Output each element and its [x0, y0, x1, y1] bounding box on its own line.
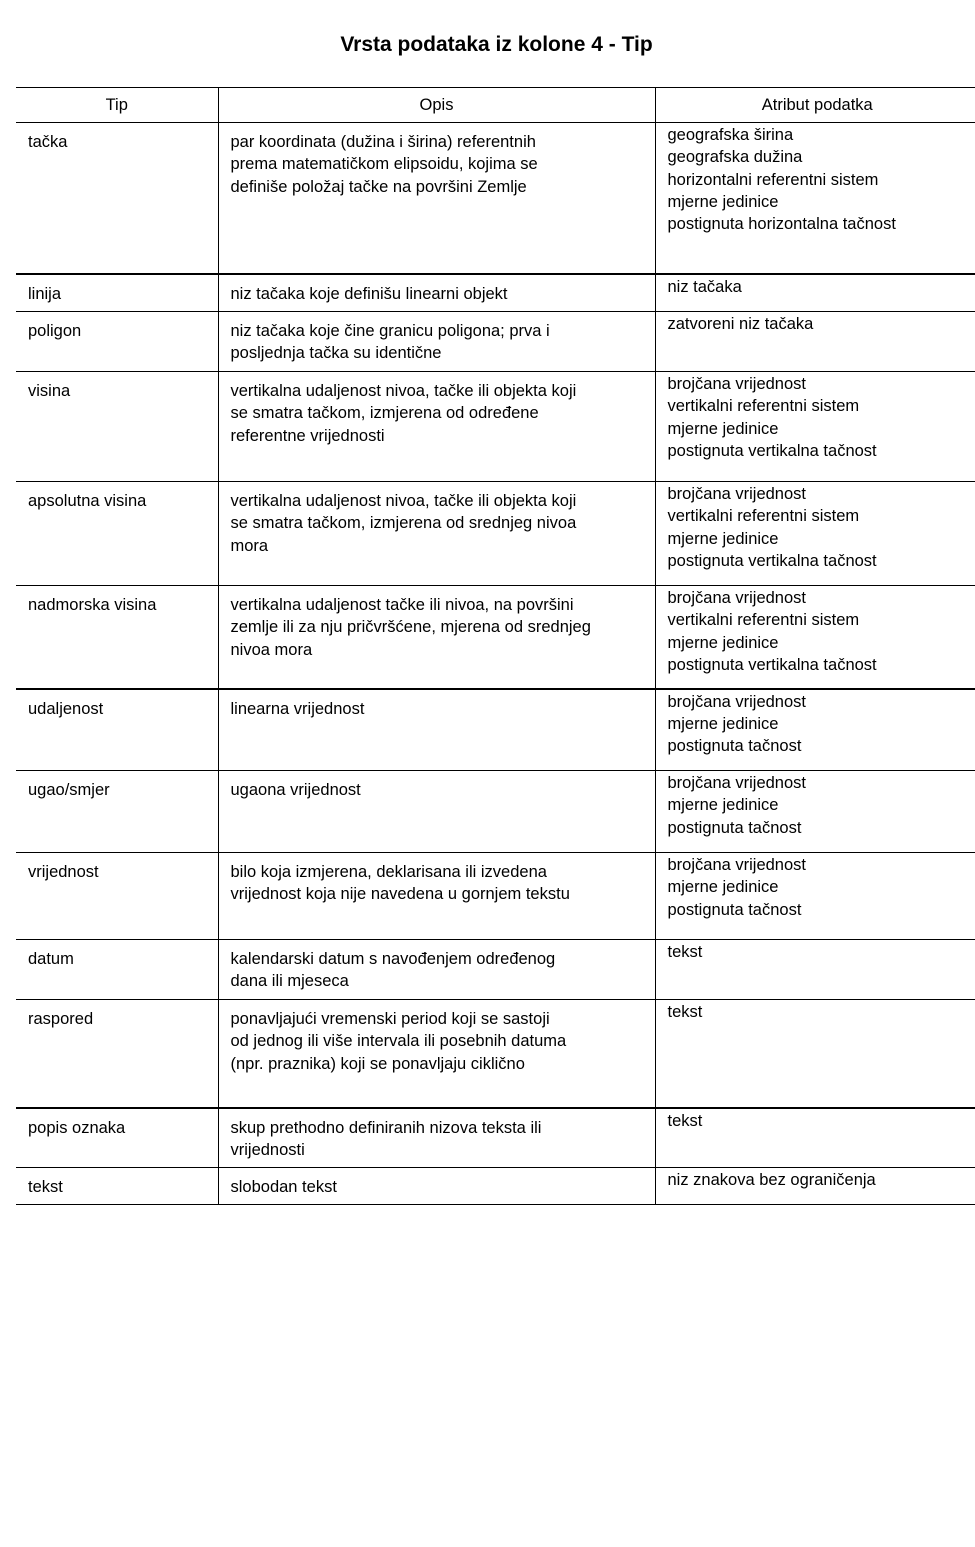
cell-atribut: niz znakova bez ograničenja	[655, 1168, 975, 1205]
cell-tip: nadmorska visina	[16, 586, 218, 689]
column-header-atribut: Atribut podatka	[655, 88, 975, 123]
cell-atribut: brojčana vrijednost vertikalni referentni sistem mjerne jedinice postignuta vertikalna tačnost	[655, 586, 975, 689]
table-row	[16, 1000, 975, 1108]
cell-tip: visina	[16, 372, 218, 482]
column-header-tip: Tip	[16, 88, 218, 123]
data-type-table	[16, 87, 975, 1205]
cell-opis: skup prethodno definiranih nizova teksta ili vrijednosti	[218, 1108, 655, 1168]
table-row	[16, 1108, 975, 1168]
table-row	[16, 1168, 975, 1205]
cell-tip: popis oznaka	[16, 1108, 218, 1168]
cell-atribut: brojčana vrijednost mjerne jedinice postignuta tačnost	[655, 689, 975, 771]
table-row	[16, 274, 975, 312]
table-row	[16, 689, 975, 771]
cell-atribut: tekst	[655, 940, 975, 1000]
table-row	[16, 123, 975, 274]
cell-atribut: brojčana vrijednost mjerne jedinice postignuta tačnost	[655, 853, 975, 940]
cell-opis: linearna vrijednost	[218, 689, 655, 771]
cell-opis: vertikalna udaljenost nivoa, tačke ili objekta koji se smatra tačkom, izmjerena od srednjeg nivoa mora	[218, 482, 655, 586]
cell-atribut: geografska širina geografska dužina horizontalni referentni sistem mjerne jedinice postignuta horizontalna tačnost	[655, 123, 975, 274]
cell-atribut: brojčana vrijednost vertikalni referentni sistem mjerne jedinice postignuta vertikalna tačnost	[655, 372, 975, 482]
cell-tip: poligon	[16, 312, 218, 372]
cell-atribut: tekst	[655, 1000, 975, 1108]
cell-tip: tačka	[16, 123, 218, 274]
cell-opis: ugaona vrijednost	[218, 771, 655, 853]
cell-tip: datum	[16, 940, 218, 1000]
cell-atribut: niz tačaka	[655, 274, 975, 312]
cell-opis: ponavljajući vremenski period koji se sastoji od jednog ili više intervala ili posebnih datuma (npr. praznika) koji se ponavljaju ciklično	[218, 1000, 655, 1108]
cell-opis: kalendarski datum s navođenjem određenog dana ili mjeseca	[218, 940, 655, 1000]
table-row	[16, 372, 975, 482]
cell-opis: niz tačaka koje čine granicu poligona; prva i posljednja tačka su identične	[218, 312, 655, 372]
column-header-opis: Opis	[218, 88, 655, 123]
table-body	[16, 123, 975, 1205]
cell-tip: raspored	[16, 1000, 218, 1108]
cell-tip: ugao/smjer	[16, 771, 218, 853]
cell-atribut: tekst	[655, 1108, 975, 1168]
table-row	[16, 586, 975, 689]
cell-opis: vertikalna udaljenost tačke ili nivoa, na površini zemlje ili za nju pričvršćene, mjerena od srednjeg nivoa mora	[218, 586, 655, 689]
table-row	[16, 853, 975, 940]
cell-tip: linija	[16, 274, 218, 312]
table-row	[16, 482, 975, 586]
cell-atribut: brojčana vrijednost vertikalni referentni sistem mjerne jedinice postignuta vertikalna tačnost	[655, 482, 975, 586]
cell-opis: slobodan tekst	[218, 1168, 655, 1205]
table-row	[16, 771, 975, 853]
cell-atribut: brojčana vrijednost mjerne jedinice postignuta tačnost	[655, 771, 975, 853]
cell-tip: vrijednost	[16, 853, 218, 940]
cell-opis: niz tačaka koje definišu linearni objekt	[218, 274, 655, 312]
cell-opis: par koordinata (dužina i širina) referentnih prema matematičkom elipsoidu, kojima se definiše položaj tačke na površini Zemlje	[218, 123, 655, 274]
cell-tip: udaljenost	[16, 689, 218, 771]
cell-atribut: zatvoreni niz tačaka	[655, 312, 975, 372]
cell-opis: vertikalna udaljenost nivoa, tačke ili objekta koji se smatra tačkom, izmjerena od određene referentne vrijednosti	[218, 372, 655, 482]
table-row	[16, 940, 975, 1000]
cell-tip: tekst	[16, 1168, 218, 1205]
cell-opis: bilo koja izmjerena, deklarisana ili izvedena vrijednost koja nije navedena u gornjem tekstu	[218, 853, 655, 940]
cell-tip: apsolutna visina	[16, 482, 218, 586]
page-title: Vrsta podataka iz kolone 4 - Tip	[340, 33, 653, 56]
table-header-row	[16, 88, 975, 123]
table-row	[16, 312, 975, 372]
